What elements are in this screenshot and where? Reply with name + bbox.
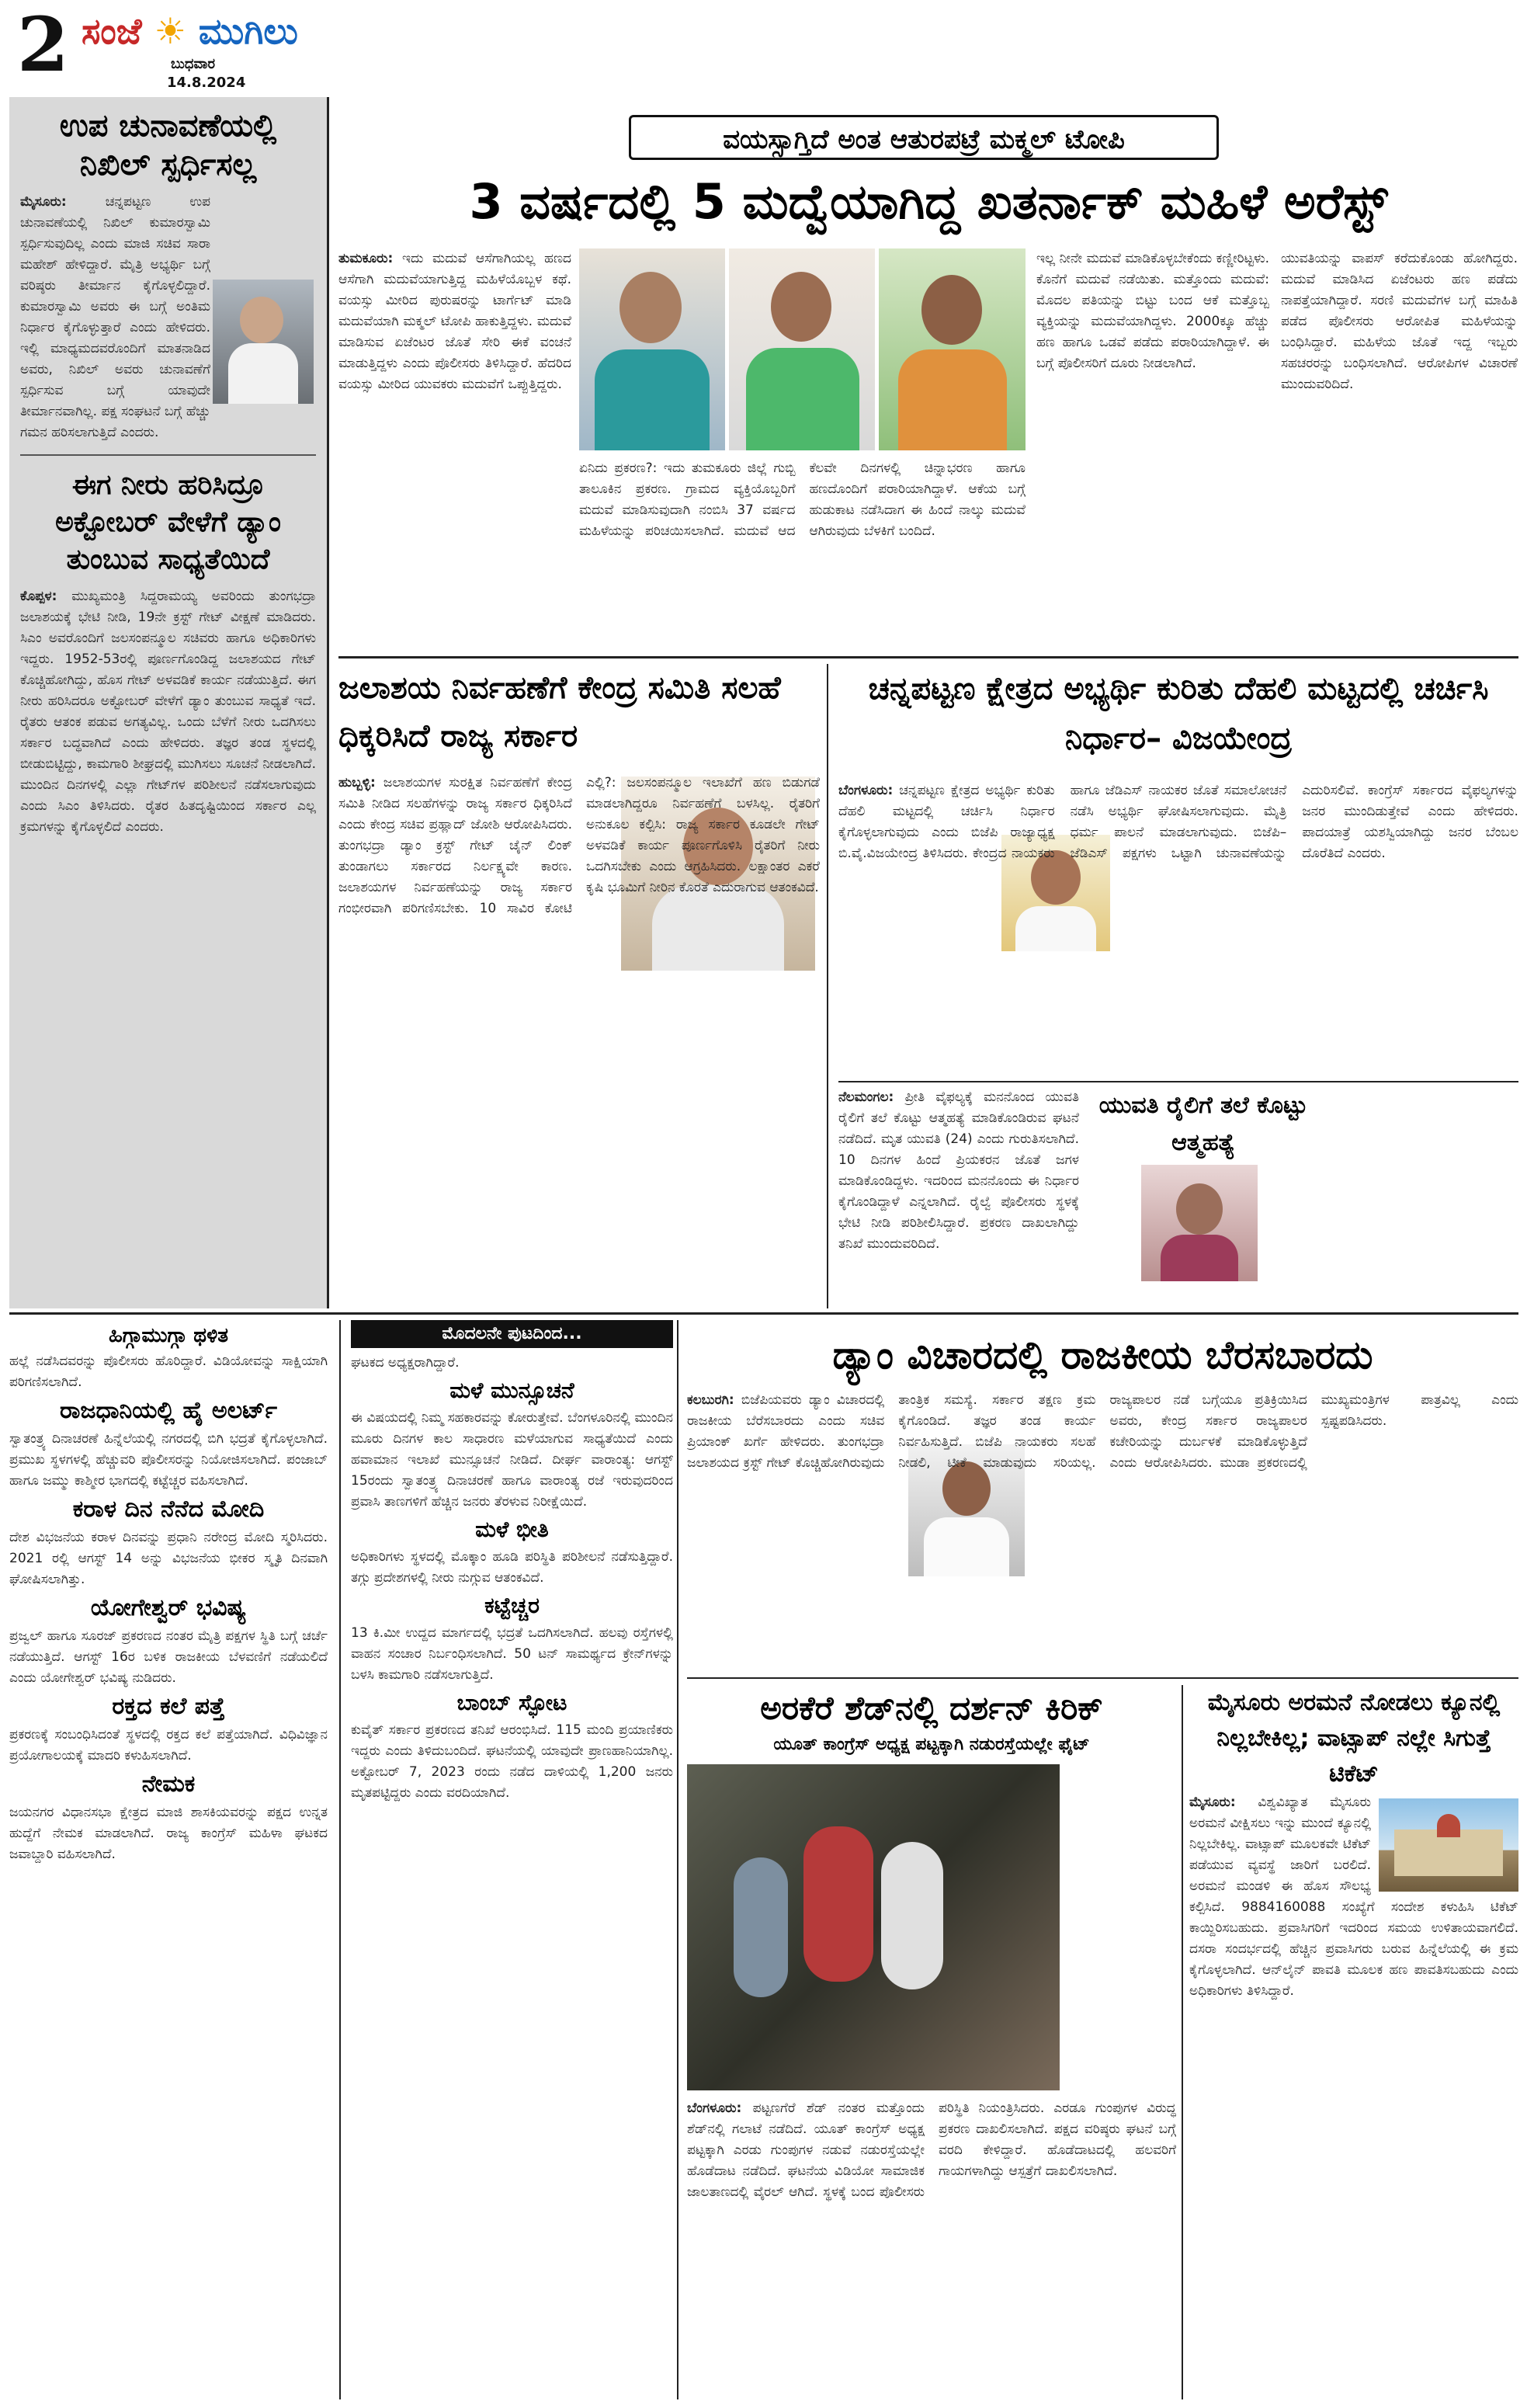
divider-briefs [339, 1320, 341, 2399]
victim-photo [1141, 1165, 1258, 1281]
story1-body [20, 192, 210, 443]
fear-title: ಮಳೆ ಭೀತಿ [475, 1517, 549, 1542]
brand-part1: ಸಂಜೆ [82, 10, 142, 52]
suspect-photo-2 [729, 248, 875, 450]
story1-text: ಚನ್ನಪಟ್ಟಣ ಉಪ ಚುನಾವಣೆಯಲ್ಲಿ ನಿಖಿಲ್ ಕುಮಾರಸ್ವಾಮಿ ಸ್ಪರ್ಧಿಸುವುದಿಲ್ಲ ಎಂದು ಮಾಜಿ ಸಚಿವ ಸಾರಾ ಮಹೇಶ್ ಹೇಳಿದ್ದಾರೆ. ಮೈತ್ರಿ ಅಭ್ಯರ್ಥಿ ಬಗ್ಗೆ ವರಿಷ್ಠರು ತೀರ್ಮಾನ ಕೈಗೊಳ್ಳಲಿದ್ದಾರೆ. ಕುಮಾರಸ್ವಾಮಿ ಅವರು ಈ ಬಗ್ಗೆ ಅಂತಿಮ ನಿರ್ಧಾರ ಕೈಗೊಳ್ಳುತ್ತಾರೆ ಎಂದು ಹೇಳಿದರು. ಇಲ್ಲಿ ಮಾಧ್ಯಮದವರೊಂದಿಗೆ ಮಾತನಾಡಿದ ಅವರು, ನಿಖಿಲ್ ಅವರು ಚುನಾವಣೆಗೆ ಸ್ಪರ್ಧಿಸುವ ಬಗ್ಗೆ ಯಾವುದೇ ತೀರ್ಮಾನವಾಗಿಲ್ಲ. ಪಕ್ಷ ಸಂಘಟನೆ ಬಗ್ಗೆ ಹೆಚ್ಚು ಗಮನ ಹರಿಸಲಾಗುತ್ತಿದೆ ಎಂದರು. [20, 194, 210, 440]
dam-center-headline: ಜಲಾಶಯ ನಿರ್ವಹಣೆಗೆ ಕೇಂದ್ರ ಸಮಿತಿ ಸಲಹೆ ಧಿಕ್ಕರಿಸಿದೆ ರಾಜ್ಯ ಸರ್ಕಾರ [338, 670, 781, 754]
brief1-body: ಹಲ್ಲೆ ನಡೆಸಿದವರನ್ನು ಪೊಲೀಸರು ಹೊರಿದ್ದಾರೆ. ವಿಡಿಯೋವನ್ನು ಸಾಕ್ಷಿಯಾಗಿ ಪರಿಗಣಿಸಲಾಗಿದೆ. [9, 1353, 328, 1390]
dam-politics-body [687, 1390, 1518, 1673]
issue-day: ಬುಧವಾರ [171, 56, 215, 72]
story2-dateline: ಕೊಪ್ಪಳ: [20, 589, 57, 604]
divider-vertical-mid [827, 664, 828, 1308]
brief6-body: ಜಯನಗರ ವಿಧಾನಸಭಾ ಕ್ಷೇತ್ರದ ಮಾಜಿ ಶಾಸಕಿಯವರನ್ನು ಪಕ್ಷದ ಉನ್ನತ ಹುದ್ದೆಗೆ ನೇಮಕ ಮಾಡಲಾಗಿದೆ. ರಾಜ್ಯ ಕಾಂಗ್ರೆಸ್ ಮಹಿಳಾ ಘಟಕದ ಜವಾಬ್ದಾರಿ ವಹಿಸಲಾಗಿದೆ. [9, 1805, 328, 1862]
suspect-photo-1 [579, 248, 725, 450]
channapatna-headline: ಚನ್ನಪಟ್ಟಣ ಕ್ಷೇತ್ರದ ಅಭ್ಯರ್ಥಿ ಕುರಿತು ದೆಹಲಿ ಮಟ್ಟದಲ್ಲಿ ಚರ್ಚಿಸಿ ನಿರ್ಧಾರ– ವಿಜಯೇಂದ್ರ [868, 671, 1489, 756]
briefs-kicker: ಮೊದಲನೇ ಪುಟದಿಂದ... [351, 1320, 673, 1348]
mysore-dateline: ಮೈಸೂರು: [1189, 1795, 1236, 1810]
fear-body: ಅಧಿಕಾರಿಗಳು ಸ್ಥಳದಲ್ಲಿ ಮೊಕ್ಕಾಂ ಹೂಡಿ ಪರಿಸ್ಥಿತಿ ಪರಿಶೀಲನೆ ನಡೆಸುತ್ತಿದ್ದಾರೆ. ತಗ್ಗು ಪ್ರದೇಶಗಳಲ್ಲಿ ನೀರು ನುಗ್ಗುವ ಆತಂಕವಿದೆ. [351, 1549, 673, 1586]
brand-logo [82, 9, 298, 53]
briefs-col-right [351, 1320, 673, 2399]
brief4-title: ಯೋಗೇಶ್ವರ್ ಭವಿಷ್ಯ [90, 1594, 247, 1621]
lead-col2 [579, 458, 1026, 652]
fight-photo [687, 1764, 1060, 2090]
mysore-section [1189, 1685, 1518, 2399]
suicide-body [838, 1087, 1079, 1308]
brief4-body: ಪ್ರಜ್ವಲ್ ಹಾಗೂ ಸೂರಜ್ ಪ್ರಕರಣದ ನಂತರ ಮೈತ್ರಿ ಪಕ್ಷಗಳ ಸ್ಥಿತಿ ಬಗ್ಗೆ ಚರ್ಚೆ ನಡೆಯುತ್ತಿದೆ. ಆಗಸ್ಟ್ 16ರ ಬಳಿಕ ರಾಜಕೀಯ ಬೆಳವಣಿಗೆ ನಡೆಯಲಿದೆ ಎಂದು ಯೋಗೇಶ್ವರ್ ಭವಿಷ್ಯ ನುಡಿದರು. [9, 1628, 328, 1686]
briefs-col-left [9, 1320, 335, 2399]
brief3-title: ಕರಾಳ ದಿನ ನೆನೆದ ಮೋದಿ [72, 1496, 265, 1523]
bomb-body: ಕುವೈತ್ ಸರ್ಕಾರ ಪ್ರಕರಣದ ತನಿಖೆ ಆರಂಭಿಸಿದೆ. 115 ಮಂದಿ ಪ್ರಯಾಣಿಕರು ಇದ್ದರು ಎಂದು ತಿಳಿದುಬಂದಿದೆ. ಘಟನೆಯಲ್ಲಿ ಯಾವುದೇ ಪ್ರಾಣಹಾನಿಯಾಗಿಲ್ಲ. ಅಕ್ಟೋಬರ್ 7, 2023 ರಂದು ನಡೆದ ದಾಳಿಯಲ್ಲಿ 1,200 ಜನರು ಮೃತಪಟ್ಟಿದ್ದರು ಎಂದು ವರದಿಯಾಗಿದೆ. [351, 1722, 673, 1801]
lead-headline: 3 ವರ್ಷದಲ್ಲಿ 5 ಮದ್ವೆಯಾಗಿದ್ದ ಖತರ್ನಾಕ್ ಮಹಿಳೆ ಅರೆಸ್ಟ್ [469, 173, 1388, 230]
divider-vertical-bottom [677, 1320, 678, 2399]
lead-col2-text: ಏನಿದು ಪ್ರಕರಣ?: ಇದು ತುಮಕೂರು ಜಿಲ್ಲೆ ಗುಬ್ಬಿ ತಾಲೂಕಿನ ಪ್ರಕರಣ. ಗ್ರಾಮದ ವ್ಯಕ್ತಿಯೊಬ್ಬರಿಗೆ ಮದುವೆ ಮಾಡಿಸುವುದಾಗಿ ನಂಬಿಸಿ 37 ವರ್ಷದ ಮಹಿಳೆಯನ್ನು ಪರಿಚಯಿಸಲಾಗಿದೆ. ಮದುವೆ ಆದ ಕೆಲವೇ ದಿನಗಳಲ್ಲಿ ಚಿನ್ನಾಭರಣ ಹಾಗೂ ಹಣದೊಂದಿಗೆ ಪರಾರಿಯಾಗಿದ್ದಾಳೆ. ಆಕೆಯ ಬಗ್ಗೆ ಹುಡುಕಾಟ ನಡೆಸಿದಾಗ ಈ ಹಿಂದೆ ನಾಲ್ಕು ಮದುವೆ ಆಗಿರುವುದು ಬೆಳಕಿಗೆ ಬಂದಿದೆ. [579, 460, 1026, 539]
issue-date: 14.8.2024 [167, 75, 246, 91]
lead-col4 [1281, 248, 1518, 652]
divider-dam-politics-bottom [687, 1677, 1518, 1679]
dam-politics-headline: ಡ್ಯಾಂ ವಿಚಾರದಲ್ಲಿ ರಾಜಕೀಯ ಬೆರಸಬಾರದು [832, 1333, 1373, 1378]
story1-dateline: ಮೈಸೂರು: [20, 194, 67, 210]
dam-politics-dateline: ಕಲಬುರಗಿ: [687, 1392, 734, 1408]
story1-headline: ಉಪ ಚುನಾವಣೆಯಲ್ಲಿ ನಿಖಿಲ್ ಸ್ಪರ್ಧಿಸಲ್ಲ [59, 108, 277, 182]
channapatna-text: ಚನ್ನಪಟ್ಟಣ ಕ್ಷೇತ್ರದ ಅಭ್ಯರ್ಥಿ ಕುರಿತು ದೆಹಲಿ ಮಟ್ಟದಲ್ಲಿ ಚರ್ಚಿಸಿ ನಿರ್ಧಾರ ಕೈಗೊಳ್ಳಲಾಗುವುದು ಎಂದು ಬಿಜೆಪಿ ರಾಜ್ಯಾಧ್ಯಕ್ಷ ಬಿ.ವೈ.ವಿಜಯೇಂದ್ರ ತಿಳಿಸಿದರು. ಕೇಂದ್ರದ ನಾಯಕರು ಹಾಗೂ ಜೆಡಿಎಸ್ ನಾಯಕರ ಜೊತೆ ಸಮಾಲೋಚನೆ ನಡೆಸಿ ಅಭ್ಯರ್ಥಿ ಘೋಷಿಸಲಾಗುವುದು. ಮೈತ್ರಿ ಧರ್ಮ ಪಾಲನೆ ಮಾಡಲಾಗುವುದು. ಬಿಜೆಪಿ–ಜೆಡಿಎಸ್ ಪಕ್ಷಗಳು ಒಟ್ಟಾಗಿ ಚುನಾವಣೆಯನ್ನು ಎದುರಿಸಲಿವೆ. ಕಾಂಗ್ರೆಸ್ ಸರ್ಕಾರದ ವೈಫಲ್ಯಗಳನ್ನು ಜನರ ಮುಂದಿಡುತ್ತೇವೆ ಎಂದು ಹೇಳಿದರು. ಪಾದಯಾತ್ರೆ ಯಶಸ್ವಿಯಾಗಿದ್ದು ಜನರ ಬೆಂಬಲ ದೊರೆತಿದೆ ಎಂದರು. [838, 783, 1518, 861]
divider-vertical-arakere [1182, 1685, 1183, 2399]
dam-politics-text: ಬಿಜೆಪಿಯವರು ಡ್ಯಾಂ ವಿಚಾರದಲ್ಲಿ ರಾಜಕೀಯ ಬೆರೆಸಬಾರದು ಎಂದು ಸಚಿವ ಪ್ರಿಯಾಂಕ್ ಖರ್ಗೆ ಹೇಳಿದರು. ತುಂಗಭದ್ರಾ ಜಲಾಶಯದ ಕ್ರಸ್ಟ್ ಗೇಟ್ ಕೊಚ್ಚಿಹೋಗಿರುವುದು ತಾಂತ್ರಿಕ ಸಮಸ್ಯೆ. ಸರ್ಕಾರ ತಕ್ಷಣ ಕ್ರಮ ಕೈಗೊಂಡಿದೆ. ತಜ್ಞರ ತಂಡ ಕಾರ್ಯ ನಿರ್ವಹಿಸುತ್ತಿದೆ. ಬಿಜೆಪಿ ನಾಯಕರು ಸಲಹೆ ನೀಡಲಿ, ಟೀಕೆ ಮಾಡುವುದು ಸರಿಯಲ್ಲ. ರಾಜ್ಯಪಾಲರ ನಡೆ ಬಗ್ಗೆಯೂ ಪ್ರತಿಕ್ರಿಯಿಸಿದ ಅವರು, ಕೇಂದ್ರ ಸರ್ಕಾರ ರಾಜ್ಯಪಾಲರ ಕಚೇರಿಯನ್ನು ದುರ್ಬಳಕೆ ಮಾಡಿಕೊಳ್ಳುತ್ತಿದೆ ಎಂದು ಆರೋಪಿಸಿದರು. ಮುಡಾ ಪ್ರಕರಣದಲ್ಲಿ ಮುಖ್ಯಮಂತ್ರಿಗಳ ಪಾತ್ರವಿಲ್ಲ ಎಂದು ಸ್ಪಷ್ಟಪಡಿಸಿದರು. [687, 1392, 1518, 1471]
story2-body [20, 586, 316, 838]
dam-center-body [338, 773, 820, 1308]
brief1-title: ಹಿಗ್ಗಾಮುಗ್ಗಾ ಥಳಿತ [108, 1324, 229, 1347]
lead-photos [579, 248, 1026, 450]
lead-col4-text: ಯುವತಿಯನ್ನು ವಾಪಸ್ ಕರೆದುಕೊಂಡು ಹೋಗಿದ್ದರು. ಮದುವೆ ಮಾಡಿಸಿದ ಏಜೆಂಟರು ಹಣ ಪಡೆದು ನಾಪತ್ತೆಯಾಗಿದ್ದಾರೆ. ಸರಣಿ ಮದುವೆಗಳ ಬಗ್ಗೆ ಮಾಹಿತಿ ಪಡೆದ ಪೊಲೀಸರು ಆರೋಪಿತ ಮಹಿಳೆಯನ್ನು ಬಂಧಿಸಿದ್ದಾರೆ. ಮಹಿಳೆಯ ಜೊತೆ ಇದ್ದ ಇಬ್ಬರು ಸಹಚರರನ್ನು ಬಂಧಿಸಲಾಗಿದೆ. ಆರೋಪಿಗಳ ವಿಚಾರಣೆ ಮುಂದುವರಿದಿದೆ. [1281, 251, 1518, 392]
brief2-body: ಸ್ವಾತಂತ್ರ್ಯ ದಿನಾಚರಣೆ ಹಿನ್ನೆಲೆಯಲ್ಲಿ ನಗರದಲ್ಲಿ ಬಿಗಿ ಭದ್ರತೆ ಕೈಗೊಳ್ಳಲಾಗಿದೆ. ಪ್ರಮುಖ ಸ್ಥಳಗಳಲ್ಲಿ ಹೆಚ್ಚುವರಿ ಪೊಲೀಸರನ್ನು ನಿಯೋಜಿಸಲಾಗಿದೆ. ಪಂಜಾಬ್ ಹಾಗೂ ಜಮ್ಮು ಕಾಶ್ಮೀರ ಭಾಗದಲ್ಲಿ ಕಟ್ಟೆಚ್ಚರ ವಹಿಸಲಾಗಿದೆ. [9, 1431, 328, 1489]
arakere-sub: ಯೂತ್ ಕಾಂಗ್ರೆಸ್ ಅಧ್ಯಕ್ಷ ಪಟ್ಟಕ್ಕಾಗಿ ನಡುರಸ್ತೆಯಲ್ಲೇ ಫೈಟ್ [773, 1735, 1090, 1754]
left-column [9, 97, 329, 1308]
suicide-dateline: ನೆಲಮಂಗಲ: [838, 1089, 894, 1105]
divider-lead-bottom [338, 656, 1518, 658]
karthik-body: 13 ಕಿ.ಮೀ ಉದ್ದದ ಮಾರ್ಗದಲ್ಲಿ ಭದ್ರತೆ ಒದಗಿಸಲಾಗಿದೆ. ಹಲವು ರಸ್ತೆಗಳಲ್ಲಿ ವಾಹನ ಸಂಚಾರ ನಿರ್ಬಂಧಿಸಲಾಗಿದೆ. 50 ಟನ್ ಸಾಮರ್ಥ್ಯದ ಕ್ರೇನ್‌ಗಳನ್ನು ಬಳಸಿ ಕಾಮಗಾರಿ ನಡೆಸಲಾಗುತ್ತಿದೆ. [351, 1625, 673, 1683]
channapatna-body [838, 780, 1518, 1075]
rain-body: ಈ ವಿಷಯದಲ್ಲಿ ನಿಮ್ಮ ಸಹಕಾರವನ್ನು ಕೋರುತ್ತೇವೆ. ಬೆಂಗಳೂರಿನಲ್ಲಿ ಮುಂದಿನ ಮೂರು ದಿನಗಳ ಕಾಲ ಸಾಧಾರಣ ಮಳೆಯಾಗುವ ಸಾಧ್ಯತೆಯಿದೆ ಎಂದು ಹವಾಮಾನ ಇಲಾಖೆ ಮುನ್ಸೂಚನೆ ನೀಡಿದೆ. ದೀರ್ಘ ವಾರಾಂತ್ಯ: ಆಗಸ್ಟ್ 15ರಂದು ಸ್ವಾತಂತ್ರ್ಯ ದಿನಾಚರಣೆ ಹಾಗೂ ವಾರಾಂತ್ಯ ರಜೆ ಇರುವುದರಿಂದ ಪ್ರವಾಸಿ ತಾಣಗಳಿಗೆ ಹೆಚ್ಚಿನ ಜನರು ತೆರಳುವ ನಿರೀಕ್ಷೆಯಿದೆ. [351, 1410, 673, 1510]
suicide-headline: ಯುವತಿ ರೈಲಿಗೆ ತಲೆ ಕೊಟ್ಟು ಆತ್ಮಹತ್ಯೆ [1098, 1092, 1308, 1156]
masthead [0, 0, 1527, 97]
sun-icon: ☀ [154, 10, 186, 52]
lead-col3-text: ಇಲ್ಲ ನೀನೇ ಮದುವೆ ಮಾಡಿಕೊಳ್ಳಬೇಕೆಂದು ಕಣ್ಣೀರಿಟ್ಟಳು. ಕೊನೆಗೆ ಮದುವೆ ನಡೆಯಿತು. ಮತ್ತೊಂದು ಮದುವೆ: ಮೊದಲ ಪತಿಯನ್ನು ಬಿಟ್ಟು ಬಂದ ಆಕೆ ಮತ್ತೊಬ್ಬ ವ್ಯಕ್ತಿಯನ್ನು ಮದುವೆಯಾಗಿದ್ದಳು. 2000ಕ್ಕೂ ಹೆಚ್ಚು ಹಣ ಹಾಗೂ ಒಡವೆ ಪಡೆದು ಪರಾರಿಯಾಗಿದ್ದಾಳೆ. ಈ ಬಗ್ಗೆ ಪೊಲೀಸರಿಗೆ ದೂರು ನೀಡಲಾಗಿದೆ. [1036, 251, 1269, 371]
brief3-body: ದೇಶ ವಿಭಜನೆಯ ಕರಾಳ ದಿನವನ್ನು ಪ್ರಧಾನಿ ನರೇಂದ್ರ ಮೋದಿ ಸ್ಮರಿಸಿದರು. 2021 ರಲ್ಲಿ ಆಗಸ್ಟ್ 14 ಅನ್ನು ವಿಭಜನೆಯ ಭೀಕರ ಸ್ಮೃತಿ ದಿನವಾಗಿ ಘೋಷಿಸಲಾಗಿತ್ತು. [9, 1530, 328, 1587]
brief5-body: ಪ್ರಕರಣಕ್ಕೆ ಸಂಬಂಧಿಸಿದಂತೆ ಸ್ಥಳದಲ್ಲಿ ರಕ್ತದ ಕಲೆ ಪತ್ತೆಯಾಗಿದೆ. ವಿಧಿವಿಜ್ಞಾನ ಪ್ರಯೋಗಾಲಯಕ್ಕೆ ಮಾದರಿ ಕಳುಹಿಸಲಾಗಿದೆ. [9, 1727, 328, 1763]
cont-body: ಘಟಕದ ಅಧ್ಯಕ್ಷರಾಗಿದ್ದಾರೆ. [351, 1355, 460, 1371]
divider-main [9, 1312, 1518, 1315]
brief5-title: ರಕ್ತದ ಕಲೆ ಪತ್ತೆ [112, 1693, 225, 1720]
lead-kicker: ವಯಸ್ಸಾಗ್ತಿದೆ ಅಂತ ಆತುರಪಟ್ರೆ ಮಕ್ಮಲ್ ಟೋಪಿ [629, 115, 1219, 160]
dam-center-text: ಜಲಾಶಯಗಳ ಸುರಕ್ಷಿತ ನಿರ್ವಹಣೆಗೆ ಕೇಂದ್ರ ಸಮಿತಿ ನೀಡಿದ ಸಲಹೆಗಳನ್ನು ರಾಜ್ಯ ಸರ್ಕಾರ ಧಿಕ್ಕರಿಸಿದೆ ಎಂದು ಕೇಂದ್ರ ಸಚಿವ ಪ್ರಹ್ಲಾದ್ ಜೋಶಿ ಆರೋಪಿಸಿದರು. ತುಂಗಭದ್ರಾ ಡ್ಯಾಂ ಕ್ರಸ್ಟ್ ಗೇಟ್ ಚೈನ್ ಲಿಂಕ್ ತುಂಡಾಗಲು ಸರ್ಕಾರದ ನಿರ್ಲಕ್ಷ್ಯವೇ ಕಾರಣ. ಜಲಾಶಯಗಳ ನಿರ್ವಹಣೆಯನ್ನು ರಾಜ್ಯ ಸರ್ಕಾರ ಗಂಭೀರವಾಗಿ ಪರಿಗಣಿಸಬೇಕು. 10 ಸಾವಿರ ಕೋಟಿ ಎಲ್ಲಿ?: ಜಲಸಂಪನ್ಮೂಲ ಇಲಾಖೆಗೆ ಹಣ ಬಿಡುಗಡೆ ಮಾಡಲಾಗಿದ್ದರೂ ನಿರ್ವಹಣೆಗೆ ಬಳಸಿಲ್ಲ. ರೈತರಿಗೆ ಅನುಕೂಲ ಕಲ್ಪಿಸಿ: ರಾಜ್ಯ ಸರ್ಕಾರ ಕೂಡಲೇ ಗೇಟ್ ಅಳವಡಿಕೆ ಕಾರ್ಯ ಪೂರ್ಣಗೊಳಿಸಿ ರೈತರಿಗೆ ನೀರು ಒದಗಿಸಬೇಕು ಎಂದು ಆಗ್ರಹಿಸಿದರು. ಲಕ್ಷಾಂತರ ಎಕರೆ ಕೃಷಿ ಭೂಮಿಗೆ ನೀರಿನ ಕೊರತೆ ಎದುರಾಗುವ ಆತಂಕವಿದೆ. [338, 775, 820, 916]
story2-headline: ಈಗ ನೀರು ಹರಿಸಿದ್ರೂ ಅಕ್ಟೋಬರ್ ವೇಳೆಗೆ ಡ್ಯಾಂ ತುಂಬುವ ಸಾಧ್ಯತೆಯಿದೆ [55, 469, 281, 575]
brand-part2: ಮುಗಿಲು [198, 10, 298, 52]
lead-col1 [338, 248, 571, 652]
briefs-section [9, 1320, 673, 2399]
page-number: 2 [17, 1, 69, 89]
brief2-title: ರಾಜಧಾನಿಯಲ್ಲಿ ಹೈ ಅಲರ್ಟ್ [59, 1397, 278, 1424]
brief6-title: ನೇಮಕ [141, 1770, 196, 1798]
arakere-text: ಪಟ್ಟಣಗೆರೆ ಶೆಡ್ ನಂತರ ಮತ್ತೊಂದು ಶೆಡ್‌ನಲ್ಲಿ ಗಲಾಟೆ ನಡೆದಿದೆ. ಯೂತ್ ಕಾಂಗ್ರೆಸ್ ಅಧ್ಯಕ್ಷ ಪಟ್ಟಕ್ಕಾಗಿ ಎರಡು ಗುಂಪುಗಳ ನಡುವೆ ನಡುರಸ್ತೆಯಲ್ಲೇ ಹೊಡೆದಾಟ ನಡೆದಿದೆ. ಘಟನೆಯ ವಿಡಿಯೋ ಸಾಮಾಜಿಕ ಜಾಲತಾಣದಲ್ಲಿ ವೈರಲ್ ಆಗಿದೆ. ಸ್ಥಳಕ್ಕೆ ಬಂದ ಪೊಲೀಸರು ಪರಿಸ್ಥಿತಿ ನಿಯಂತ್ರಿಸಿದರು. ಎರಡೂ ಗುಂಪುಗಳ ವಿರುದ್ಧ ಪ್ರಕರಣ ದಾಖಲಿಸಲಾಗಿದೆ. ಪಕ್ಷದ ವರಿಷ್ಠರು ಘಟನೆ ಬಗ್ಗೆ ವರದಿ ಕೇಳಿದ್ದಾರೆ. ಹೊಡೆದಾಟದಲ್ಲಿ ಹಲವರಿಗೆ ಗಾಯಗಳಾಗಿದ್ದು ಆಸ್ಪತ್ರೆಗೆ ದಾಖಲಿಸಲಾಗಿದೆ. [687, 2100, 1176, 2200]
palace-photo [1379, 1798, 1518, 1892]
rain-title: ಮಳೆ ಮುನ್ಸೂಚನೆ [449, 1378, 574, 1403]
bomb-title: ಬಾಂಬ್ ಸ್ಫೋಟ [456, 1690, 567, 1715]
nikhil-photo [213, 280, 314, 404]
suspect-photo-3 [879, 248, 1026, 450]
karthik-title: ಕಟ್ಟೆಚ್ಚರ [484, 1593, 540, 1618]
channapatna-dateline: ಬೆಂಗಳೂರು: [838, 783, 894, 798]
arakere-headline: ಅರಕೆರೆ ಶೆಡ್‌ನಲ್ಲಿ ದರ್ಶನ್ ಕಿರಿಕ್ [760, 1689, 1103, 1727]
divider-channapatna-bottom [838, 1081, 1518, 1082]
lead-col3 [1036, 248, 1269, 652]
mysore-headline: ಮೈಸೂರು ಅರಮನೆ ನೋಡಲು ಕ್ಯೂನಲ್ಲಿ ನಿಲ್ಲಬೇಕಿಲ್ಲ; ವಾಟ್ಸಾಪ್ ನಲ್ಲೇ ಸಿಗುತ್ತೆ ಟಿಕೆಟ್ [1207, 1689, 1501, 1788]
mysore-text: ವಿಶ್ವವಿಖ್ಯಾತ ಮೈಸೂರು ಅರಮನೆ ವೀಕ್ಷಿಸಲು ಇನ್ನು ಮುಂದೆ ಕ್ಯೂನಲ್ಲಿ ನಿಲ್ಲಬೇಕಿಲ್ಲ. ವಾಟ್ಸಾಪ್ ಮೂಲಕವೇ ಟಿಕೆಟ್ ಪಡೆಯುವ ವ್ಯವಸ್ಥೆ ಜಾರಿಗೆ ಬರಲಿದೆ. ಅರಮನೆ ಮಂಡಳಿ ಈ ಹೊಸ ಸೌಲಭ್ಯ ಕಲ್ಪಿಸಿದೆ. 9884160088 ಸಂಖ್ಯೆಗೆ ಸಂದೇಶ ಕಳುಹಿಸಿ ಟಿಕೆಟ್ ಕಾಯ್ದಿರಿಸಬಹುದು. ಪ್ರವಾಸಿಗರಿಗೆ ಇದರಿಂದ ಸಮಯ ಉಳಿತಾಯವಾಗಲಿದೆ. ದಸರಾ ಸಂದರ್ಭದಲ್ಲಿ ಹೆಚ್ಚಿನ ಪ್ರವಾಸಿಗರು ಬರುವ ಹಿನ್ನೆಲೆಯಲ್ಲಿ ಈ ಕ್ರಮ ಕೈಗೊಳ್ಳಲಾಗಿದೆ. ಆನ್‌ಲೈನ್ ಪಾವತಿ ಮೂಲಕ ಹಣ ಪಾವತಿಸಬಹುದು ಎಂದು ಅಧಿಕಾರಿಗಳು ತಿಳಿಸಿದ್ದಾರೆ. [1189, 1795, 1518, 1999]
arakere-body [687, 2098, 1176, 2385]
arakere-dateline: ಬೆಂಗಳೂರು: [687, 2100, 742, 2116]
story2-text: ಮುಖ್ಯಮಂತ್ರಿ ಸಿದ್ದರಾಮಯ್ಯ ಅವರಿಂದು ತುಂಗಭದ್ರಾ ಜಲಾಶಯಕ್ಕೆ ಭೇಟಿ ನೀಡಿ, 19ನೇ ಕ್ರಸ್ಟ್ ಗೇಟ್ ವೀಕ್ಷಣೆ ಮಾಡಿದರು. ಸಿಎಂ ಅವರೊಂದಿಗೆ ಜಲಸಂಪನ್ಮೂಲ ಸಚಿವರು ಹಾಗೂ ಅಧಿಕಾರಿಗಳು ಇದ್ದರು. 1952-53ರಲ್ಲಿ ಪೂರ್ಣಗೊಂಡಿದ್ದ ಜಲಾಶಯದ ಗೇಟ್ ಕೊಚ್ಚಿಹೋಗಿದ್ದು, ಹೊಸ ಗೇಟ್ ಅಳವಡಿಕೆ ಕಾರ್ಯ ನಡೆಯುತ್ತಿದೆ. ಈಗ ನೀರು ಹರಿಸಿದರೂ ಅಕ್ಟೋಬರ್ ವೇಳೆಗೆ ಡ್ಯಾಂ ತುಂಬುವ ಸಾಧ್ಯತೆ ಇದೆ. ರೈತರು ಆತಂಕ ಪಡುವ ಅಗತ್ಯವಿಲ್ಲ. ಒಂದು ಬೆಳೆಗೆ ನೀರು ಒದಗಿಸಲು ಸರ್ಕಾರ ಬದ್ಧವಾಗಿದೆ ಎಂದು ಹೇಳಿದರು. ತಜ್ಞರ ತಂಡ ಸ್ಥಳದಲ್ಲಿ ಬೀಡುಬಿಟ್ಟಿದ್ದು, ಕಾಮಗಾರಿ ಶೀಘ್ರದಲ್ಲಿ ಮುಗಿಸಲು ಸೂಚನೆ ನೀಡಲಾಗಿದೆ. ಮುಂದಿನ ದಿನಗಳಲ್ಲಿ ಎಲ್ಲಾ ಗೇಟ್‌ಗಳ ಪರಿಶೀಲನೆ ನಡೆಸಲಾಗುವುದು ಎಂದು ಸಿಎಂ ತಿಳಿಸಿದರು. ರೈತರ ಹಿತದೃಷ್ಟಿಯಿಂದ ಸರ್ಕಾರ ಎಲ್ಲ ಕ್ರಮಗಳನ್ನು ಕೈಗೊಳ್ಳಲಿದೆ ಎಂದರು. [20, 589, 317, 835]
arakere-section [687, 1685, 1176, 2399]
lead-col1-text: ಇದು ಮದುವೆ ಆಸೆಗಾಗಿಯಲ್ಲ ಹಣದ ಆಸೆಗಾಗಿ ಮದುವೆಯಾಗುತ್ತಿದ್ದ ಮಹಿಳೆಯೊಬ್ಬಳ ಕಥೆ. ವಯಸ್ಸು ಮೀರಿದ ಪುರುಷರನ್ನು ಟಾರ್ಗೆಟ್ ಮಾಡಿ ಮದುವೆಯಾಗಿ ಮಕ್ಮಲ್ ಟೋಪಿ ಹಾಕುತ್ತಿದ್ದಳು. ಮದುವೆ ಮಾಡಿಸುವ ಏಜೆಂಟರ ಜೊತೆ ಸೇರಿ ಈಕೆ ವಂಚನೆ ಮಾಡುತ್ತಿದ್ದಳು ಎಂದು ಪೊಲೀಸರು ತಿಳಿಸಿದ್ದಾರೆ. ಹೆದರಿದ ವಯಸ್ಸು ಮೀರಿದ ಯುವಕರು ಮದುವೆಗೆ ಒಪ್ಪುತ್ತಿದ್ದರು. [338, 251, 571, 392]
suicide-text: ಪ್ರೀತಿ ವೈಫಲ್ಯಕ್ಕೆ ಮನನೊಂದ ಯುವತಿ ರೈಲಿಗೆ ತಲೆ ಕೊಟ್ಟು ಆತ್ಮಹತ್ಯೆ ಮಾಡಿಕೊಂಡಿರುವ ಘಟನೆ ನಡೆದಿದೆ. ಮೃತ ಯುವತಿ (24) ಎಂದು ಗುರುತಿಸಲಾಗಿದೆ. 10 ದಿನಗಳ ಹಿಂದೆ ಪ್ರಿಯಕರನ ಜೊತೆ ಜಗಳ ಮಾಡಿಕೊಂಡಿದ್ದಳು. ಇದರಿಂದ ಮನನೊಂದು ಈ ನಿರ್ಧಾರ ಕೈಗೊಂಡಿದ್ದಾಳೆ ಎನ್ನಲಾಗಿದೆ. ರೈಲ್ವೆ ಪೊಲೀಸರು ಸ್ಥಳಕ್ಕೆ ಭೇಟಿ ನೀಡಿ ಪರಿಶೀಲಿಸಿದ್ದಾರೆ. ಪ್ರಕರಣ ದಾಖಲಾಗಿದ್ದು ತನಿಖೆ ಮುಂದುವರಿದಿದೆ. [838, 1089, 1079, 1252]
lead-dateline: ತುಮಕೂರು: [338, 251, 394, 266]
dam-center-dateline: ಹುಬ್ಬಳ್ಳಿ: [338, 775, 376, 791]
